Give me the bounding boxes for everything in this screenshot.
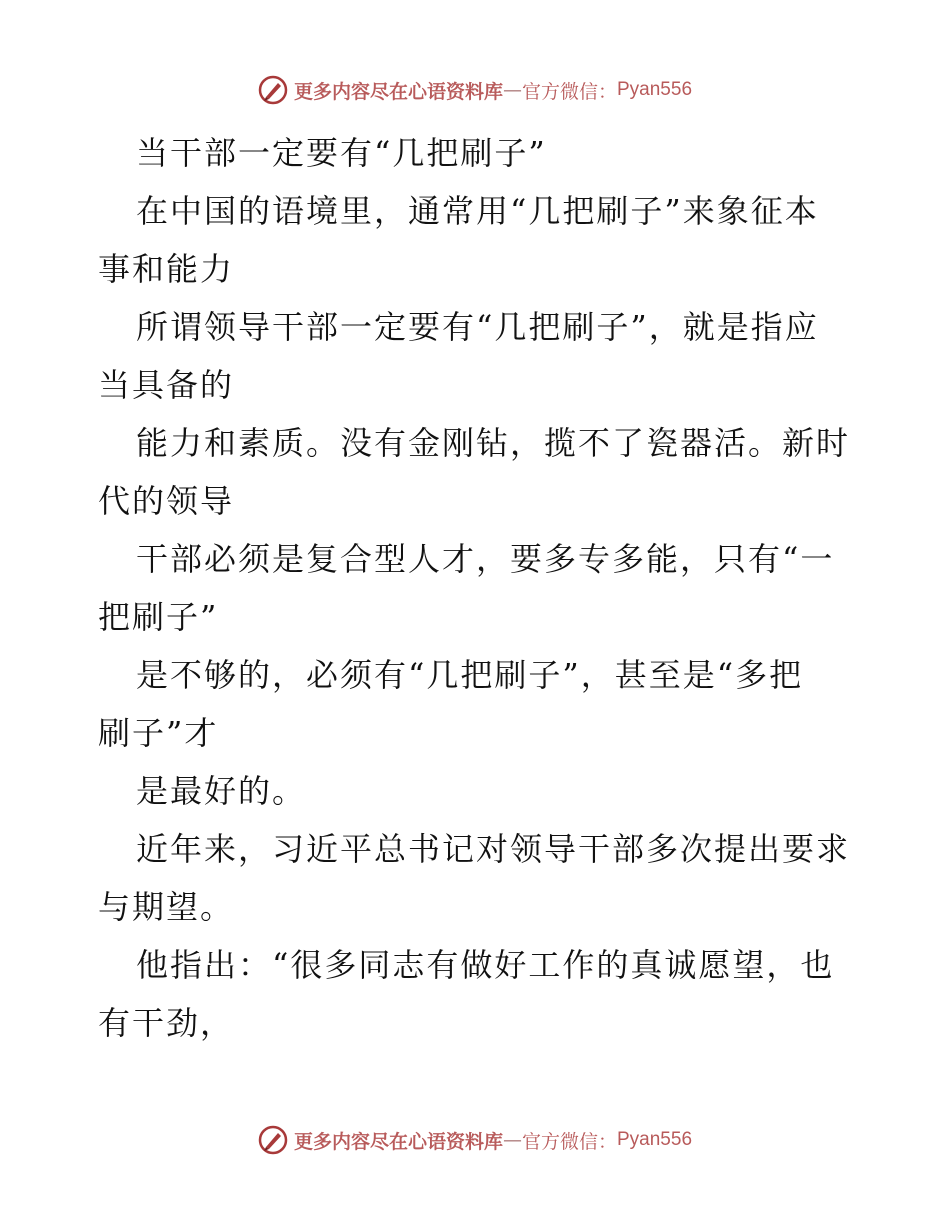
text-line: 把刷子” <box>98 598 219 636</box>
header-site-name: 更多内容尽在心语资料库 <box>293 80 503 103</box>
text-line: 当具备的 <box>98 366 235 404</box>
header-wechat-id: Pyan556 <box>617 79 693 100</box>
text-line: 在中国的语境里，通常用“几把刷子”来象征本 <box>136 192 819 230</box>
text-line: 干部必须是复合型人才，要多专多能，只有“一 <box>136 540 835 578</box>
text-line: 刷子”才 <box>98 714 219 752</box>
text-line: 有干劲， <box>98 1004 235 1042</box>
text-line: 能力和素质。没有金刚钻，揽不了瓷器活。新时 <box>136 424 851 462</box>
footer-wechat-id: Pyan556 <box>617 1129 693 1150</box>
pen-logo-icon <box>258 1125 288 1155</box>
text-line: 代的领导 <box>98 482 235 520</box>
text-line: 是最好的。 <box>136 772 307 810</box>
footer-site-name: 更多内容尽在心语资料库 <box>293 1130 503 1153</box>
text-line: 与期望。 <box>98 888 235 926</box>
header-banner <box>0 70 950 110</box>
document-body <box>98 124 858 1052</box>
text-line: 他指出：“很多同志有做好工作的真诚愿望，也 <box>136 946 835 984</box>
text-line: 近年来，习近平总书记对领导干部多次提出要求 <box>136 830 851 868</box>
text-line: 事和能力 <box>98 250 235 288</box>
footer-separator: — <box>502 1129 522 1151</box>
pen-logo-icon <box>258 75 288 105</box>
footer-wechat-label: 官方微信： <box>521 1130 617 1153</box>
footer-banner <box>0 1120 950 1160</box>
text-line: 是不够的，必须有“几把刷子”，甚至是“多把 <box>136 656 804 694</box>
text-line: 所谓领导干部一定要有“几把刷子”，就是指应 <box>136 308 819 346</box>
header-wechat-label: 官方微信： <box>521 80 617 103</box>
text-line: 当干部一定要有“几把刷子” <box>136 134 547 172</box>
header-separator: — <box>502 79 522 101</box>
